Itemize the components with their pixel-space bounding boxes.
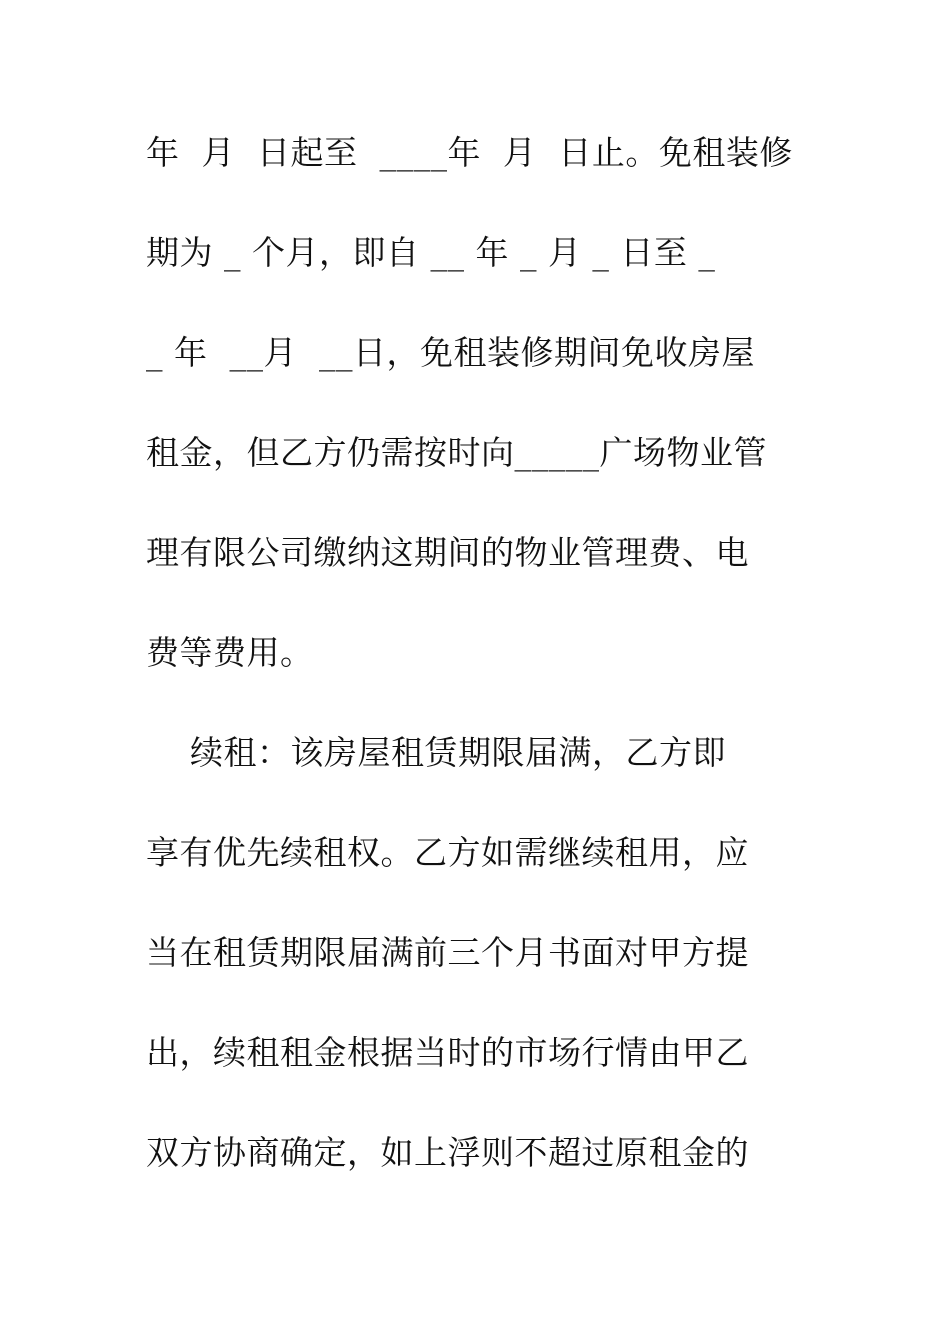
text-line: 理有限公司缴纳这期间的物业管理费、电 xyxy=(146,533,749,572)
text-line: 租金，但乙方仍需按时向_____广场物业管 xyxy=(146,433,767,472)
text-line: 享有优先续租权。乙方如需继续租用，应 xyxy=(146,833,749,872)
text-line: 费等费用。 xyxy=(146,633,314,672)
text-line: 年 月 日起至 ____年 月 日止。免租装修 xyxy=(146,133,793,172)
text-line: 出，续租租金根据当时的市场行情由甲乙 xyxy=(146,1033,749,1072)
text-line: 期为 _ 个月，即自 __ 年 _ 月 _ 日至 _ xyxy=(146,233,716,272)
text-line: 当在租赁期限届满前三个月书面对甲方提 xyxy=(146,933,749,972)
text-line: 双方协商确定，如上浮则不超过原租金的 xyxy=(146,1133,749,1172)
text-line: _ 年 __月 __日，免租装修期间免收房屋 xyxy=(146,333,755,372)
paragraph-start-line: 续租：该房屋租赁期限届满，乙方即 xyxy=(146,733,726,772)
